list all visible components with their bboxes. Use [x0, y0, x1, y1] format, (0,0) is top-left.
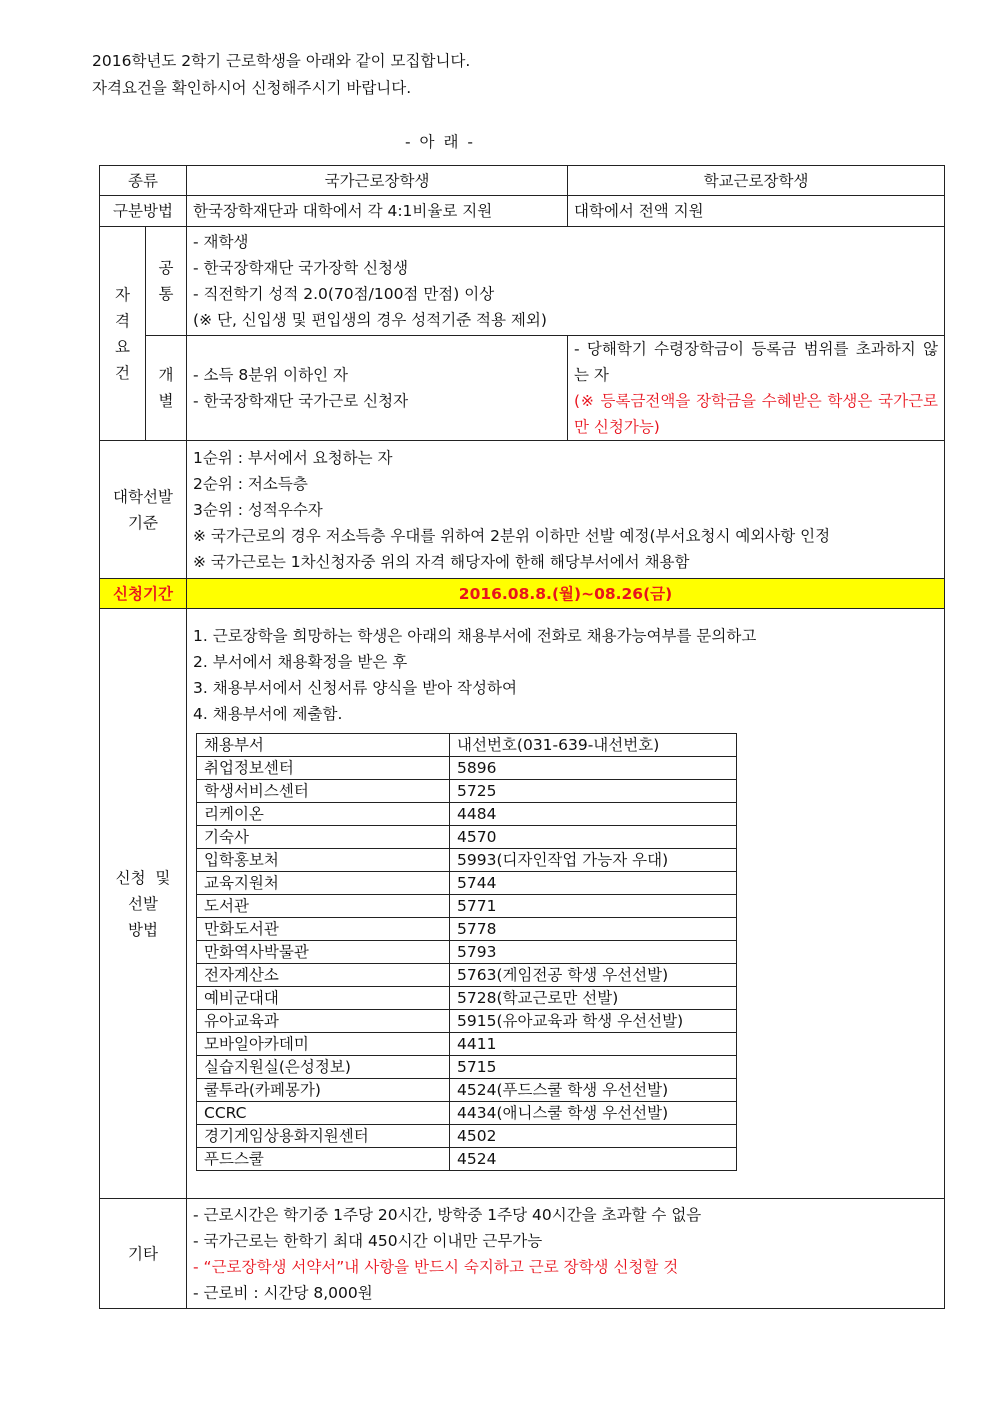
- selection-item: ※ 국가근로는 1차신청자중 위의 자격 해당자에 한해 해당부서에서 채용함: [193, 552, 690, 571]
- department-extension: 5728(학교근로만 선발): [450, 987, 737, 1010]
- individual-national-item: - 한국장학재단 국가근로 신청자: [193, 392, 409, 410]
- department-name: 학생서비스센터: [197, 780, 450, 803]
- department-name: 교육지원처: [197, 872, 450, 895]
- department-extension: 4502: [450, 1125, 737, 1148]
- department-name: 쿨투라(카페몽가): [197, 1079, 450, 1102]
- department-extension: 5763(게임전공 학생 우선선발): [450, 964, 737, 987]
- period-value: 2016.08.8.(월)~08.26(금): [187, 579, 945, 609]
- extension-header: 내선번호(031-639-내선번호): [450, 734, 737, 757]
- department-name: 경기게임상용화지원센터: [197, 1125, 450, 1148]
- department-row: [197, 1079, 737, 1102]
- department-extension: 4411: [450, 1033, 737, 1056]
- etc-item: - 근로시간은 학기중 1주당 20시간, 방학중 1주당 40시간을 초과할 수 없음: [193, 1205, 702, 1224]
- common-item: - 한국장학재단 국가장학 신청생: [193, 259, 409, 277]
- department-name: 만화도서관: [197, 918, 450, 941]
- department-row: [197, 895, 737, 918]
- department-name: 전자계산소: [197, 964, 450, 987]
- department-row: [197, 987, 737, 1010]
- intro-text: [92, 48, 470, 102]
- department-extension: 5744: [450, 872, 737, 895]
- header-row: [100, 166, 945, 196]
- department-extension: 5993(디자인작업 가능자 우대): [450, 849, 737, 872]
- selection-item: 2순위 : 저소득층: [193, 474, 308, 493]
- department-extension: 4524(푸드스쿨 학생 우선선발): [450, 1079, 737, 1102]
- intro-line-1: 2016학년도 2학기 근로학생을 아래와 같이 모집합니다.: [92, 52, 471, 70]
- recruitment-table: [99, 165, 945, 1309]
- department-name: 실습지원실(은성정보): [197, 1056, 450, 1079]
- department-extension: 4434(애니스쿨 학생 우선선발): [450, 1102, 737, 1125]
- selection-criteria: [187, 441, 945, 579]
- method-step: 2. 부서에서 채용확정을 받은 후: [193, 653, 408, 671]
- department-header: 채용부서: [197, 734, 450, 757]
- department-row: [197, 1033, 737, 1056]
- common-requirements: [187, 227, 945, 336]
- department-name: 만화역사박물관: [197, 941, 450, 964]
- division-row: [100, 196, 945, 227]
- department-row: [197, 1148, 737, 1171]
- common-label: 공 통: [146, 227, 187, 336]
- department-row: [197, 964, 737, 987]
- department-extension: 5915(유아교육과 학생 우선선발): [450, 1010, 737, 1033]
- department-row: [197, 826, 737, 849]
- department-name: 기숙사: [197, 826, 450, 849]
- department-extension: 5793: [450, 941, 737, 964]
- division-school: 대학에서 전액 지원: [568, 196, 945, 227]
- selection-label: 대학선발 기준: [100, 441, 187, 579]
- department-extension: 4570: [450, 826, 737, 849]
- department-extension: 5771: [450, 895, 737, 918]
- department-row: [197, 1102, 737, 1125]
- common-qualification-row: [100, 227, 945, 336]
- department-extension: 4524: [450, 1148, 737, 1171]
- subtitle: - 아 래 -: [405, 133, 475, 151]
- common-item: - 직전학기 성적 2.0(70점/100점 만점) 이상: [193, 285, 495, 303]
- etc-row: [100, 1199, 945, 1309]
- department-name: 리케이온: [197, 803, 450, 826]
- department-header-row: [197, 734, 737, 757]
- period-label: 신청기간: [100, 579, 187, 609]
- selection-item: 1순위 : 부서에서 요청하는 자: [193, 448, 393, 467]
- method-row: [100, 609, 945, 1199]
- individual-school-item: - 당해학기 수령장학금이 등록금 범위를 초과하지 않는 자: [574, 340, 939, 384]
- department-extension: 5896: [450, 757, 737, 780]
- division-national: 한국장학재단과 대학에서 각 4:1비율로 지원: [187, 196, 568, 227]
- department-row: [197, 803, 737, 826]
- etc-item: - 국가근로는 한학기 최대 450시간 이내만 근무가능: [193, 1231, 543, 1250]
- qualification-label: 자 격 요 건: [100, 227, 146, 441]
- department-extension: 5715: [450, 1056, 737, 1079]
- individual-label: 개 별: [146, 336, 187, 441]
- department-row: [197, 1056, 737, 1079]
- method-content: [187, 609, 945, 1199]
- department-name: 모바일아카데미: [197, 1033, 450, 1056]
- department-row: [197, 780, 737, 803]
- department-row: [197, 941, 737, 964]
- department-extension: 5778: [450, 918, 737, 941]
- department-name: 푸드스쿨: [197, 1148, 450, 1171]
- individual-school: [568, 336, 945, 441]
- division-label: 구분방법: [100, 196, 187, 227]
- department-name: 취업정보센터: [197, 757, 450, 780]
- period-row: [100, 579, 945, 609]
- individual-national-item: - 소득 8분위 이하인 자: [193, 366, 348, 384]
- department-extension: 4484: [450, 803, 737, 826]
- department-name: 예비군대대: [197, 987, 450, 1010]
- department-name: 유아교육과: [197, 1010, 450, 1033]
- header-type: 종류: [100, 166, 187, 196]
- common-item: - 재학생: [193, 233, 249, 251]
- department-row: [197, 872, 737, 895]
- individual-qualification-row: [100, 336, 945, 441]
- department-name: CCRC: [197, 1102, 450, 1125]
- department-row: [197, 1010, 737, 1033]
- header-national: 국가근로장학생: [187, 166, 568, 196]
- selection-row: [100, 441, 945, 579]
- method-step: 3. 채용부서에서 신청서류 양식을 받아 작성하여: [193, 679, 517, 697]
- header-school: 학교근로장학생: [568, 166, 945, 196]
- department-row: [197, 1125, 737, 1148]
- department-name: 입학홍보처: [197, 849, 450, 872]
- etc-item: - 근로비 : 시간당 8,000원: [193, 1283, 373, 1302]
- department-table: [196, 733, 737, 1171]
- method-step: 4. 채용부서에 제출함.: [193, 705, 343, 723]
- method-label: 신청 및 선발 방법: [100, 609, 187, 1199]
- department-row: [197, 849, 737, 872]
- method-step: 1. 근로장학을 희망하는 학생은 아래의 채용부서에 전화로 채용가능여부를 문의하고: [193, 627, 757, 645]
- selection-item: ※ 국가근로의 경우 저소득층 우대를 위하여 2분위 이하만 선발 예정(부서요청시 예외사항 인정: [193, 526, 831, 545]
- selection-item: 3순위 : 성적우수자: [193, 500, 323, 519]
- department-row: [197, 757, 737, 780]
- common-item: (※ 단, 신입생 및 편입생의 경우 성적기준 적용 제외): [193, 311, 547, 329]
- etc-item-warning: - “근로장학생 서약서”내 사항을 반드시 숙지하고 근로 장학생 신청할 것: [193, 1257, 679, 1276]
- etc-label: 기타: [100, 1199, 187, 1309]
- department-row: [197, 918, 737, 941]
- department-name: 도서관: [197, 895, 450, 918]
- etc-content: [187, 1199, 945, 1309]
- individual-school-note: (※ 등록금전액을 장학금을 수혜받은 학생은 국가근로만 신청가능): [574, 392, 939, 436]
- department-extension: 5725: [450, 780, 737, 803]
- intro-line-2: 자격요건을 확인하시어 신청해주시기 바랍니다.: [92, 79, 412, 97]
- individual-national: [187, 336, 568, 441]
